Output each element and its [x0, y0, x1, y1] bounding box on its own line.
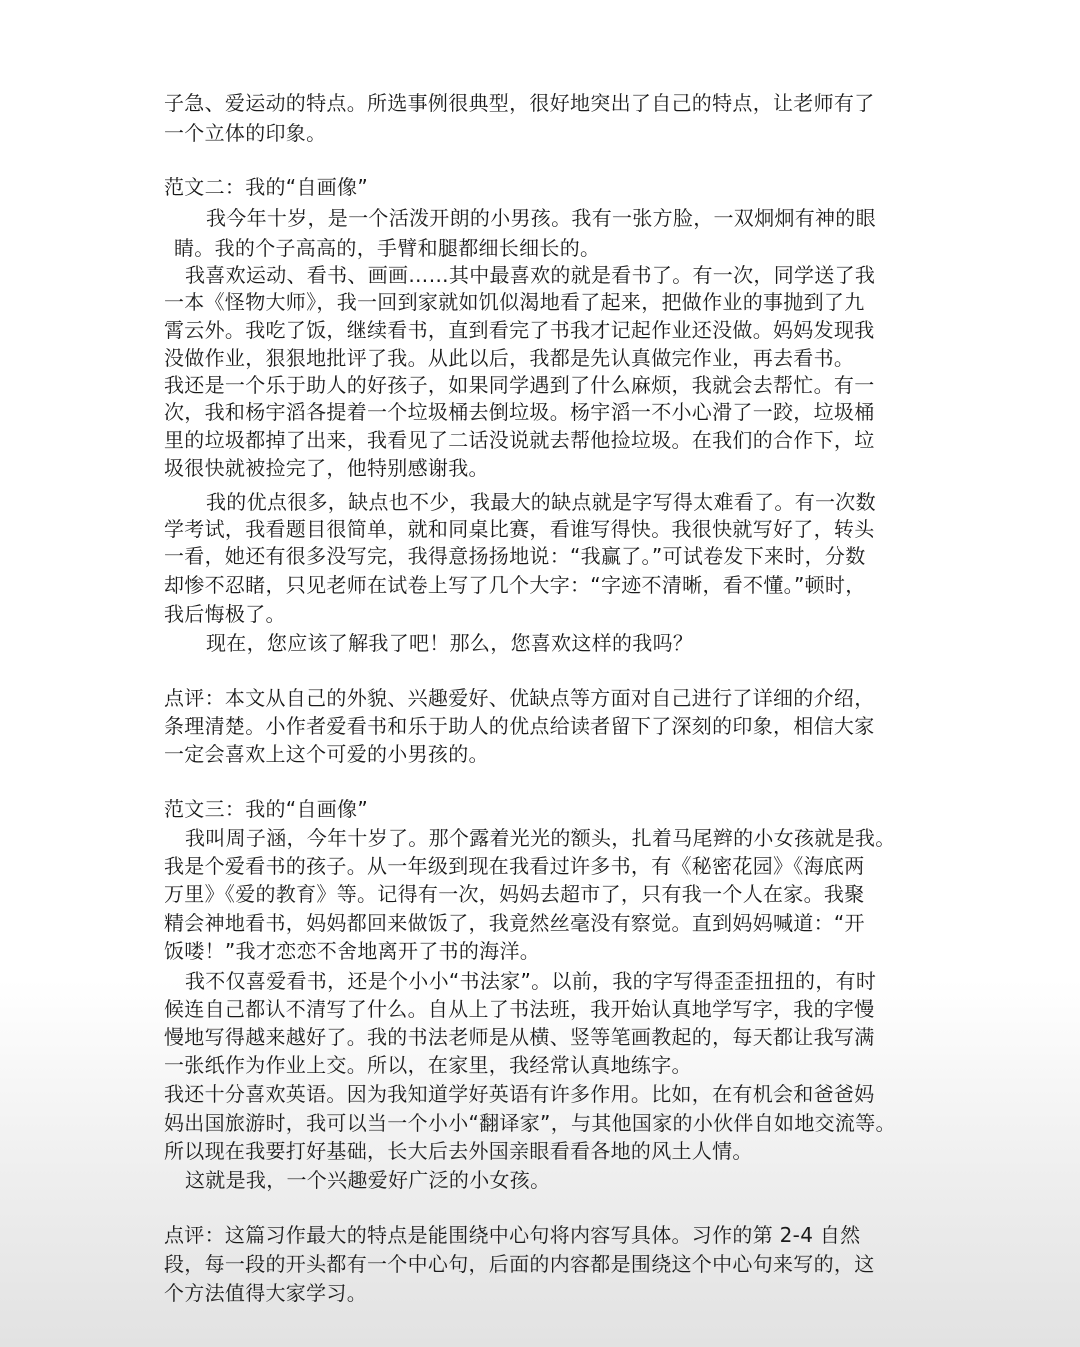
text-line: 睛。我的个子高高的，手臂和腿都细长细长的。 [174, 236, 601, 260]
text-line: 这就是我，一个兴趣爱好广泛的小女孩。 [185, 1168, 551, 1192]
comment-line: 一定会喜欢上这个可爱的小男孩的。 [164, 742, 489, 766]
text-line: 我还十分喜欢英语。因为我知道学好英语有许多作用。比如，在有机会和爸爸妈 [164, 1082, 875, 1106]
text-line: 一个立体的印象。 [164, 121, 327, 145]
text-line: 我叫周子涵，今年十岁了。那个露着光光的额头，扎着马尾辫的小女孩就是我。 [185, 826, 896, 850]
text-line: 里的垃圾都掉了出来，我看见了二话没说就去帮他捡垃圾。在我们的合作下，垃 [164, 428, 875, 452]
text-line: 学考试，我看题目很简单，就和同桌比赛，看谁写得快。我很快就写好了，转头 [164, 517, 875, 541]
comment-line: 个方法值得大家学习。 [164, 1281, 367, 1305]
text-line: 我不仅喜爱看书，还是个小小“书法家”。以前，我的字写得歪歪扭扭的，有时 [185, 969, 877, 993]
comment-line: 点评：本文从自己的外貌、兴趣爱好、优缺点等方面对自己进行了详细的介绍， [164, 686, 875, 710]
text-line: 我的优点很多，缺点也不少，我最大的缺点就是字写得太难看了。有一次数 [206, 490, 876, 514]
text-line: 没做作业，狠狠地批评了我。从此以后，我都是先认真做完作业，再去看书。 [164, 346, 855, 370]
text-line: 霄云外。我吃了饭，继续看书，直到看完了书我才记起作业还没做。妈妈发现我 [164, 318, 875, 342]
text-line: 一本《怪物大师》，我一回到家就如饥似渴地看了起来，把做作业的事抛到了九 [164, 290, 865, 314]
text-line: 子急、爱运动的特点。所选事例很典型，很好地突出了自己的特点，让老师有了 [164, 91, 875, 115]
text-line: 慢地写得越来越好了。我的书法老师是从横、竖等笔画教起的，每天都让我写满 [164, 1025, 875, 1049]
text-line: 现在，您应该了解我了吧！那么，您喜欢这样的我吗？ [206, 631, 694, 655]
comment-line: 点评：这篇习作最大的特点是能围绕中心句将内容写具体。习作的第 2-4 自然 [164, 1223, 861, 1247]
text-line: 我后悔极了。 [164, 602, 286, 626]
text-line: 一张纸作为作业上交。所以，在家里，我经常认真地练字。 [164, 1053, 692, 1077]
text-line: 妈出国旅游时，我可以当一个小小“翻译家”，与其他国家的小伙伴自如地交流等。 [164, 1111, 896, 1135]
text-line: 我今年十岁，是一个活泼开朗的小男孩。我有一张方脸，一双炯炯有神的眼 [206, 206, 876, 230]
section-heading: 范文三：我的“自画像” [164, 797, 369, 821]
text-line: 次，我和杨宇滔各提着一个垃圾桶去倒垃圾。杨宇滔一不小心滑了一跤，垃圾桶 [164, 400, 875, 424]
text-line: 圾很快就被捡完了，他特别感谢我。 [164, 456, 489, 480]
text-line: 候连自己都认不清写了什么。自从上了书法班，我开始认真地学写字，我的字慢 [164, 997, 875, 1021]
comment-line: 条理清楚。小作者爱看书和乐于助人的优点给读者留下了深刻的印象，相信大家 [164, 714, 875, 738]
text-line: 一看，她还有很多没写完，我得意扬扬地说：“我赢了。”可试卷发下来时，分数 [164, 544, 866, 568]
text-line: 所以现在我要打好基础，长大后去外国亲眼看看各地的风土人情。 [164, 1139, 753, 1163]
section-heading: 范文二：我的“自画像” [164, 175, 369, 199]
comment-line: 段，每一段的开头都有一个中心句，后面的内容都是围绕这个中心句来写的，这 [164, 1252, 875, 1276]
text-line: 万里》《爱的教育》等。记得有一次，妈妈去超市了，只有我一个人在家。我聚 [164, 882, 865, 906]
text-line: 我是个爱看书的孩子。从一年级到现在我看过许多书，有《秘密花园》《海底两 [164, 854, 865, 878]
text-line: 饭喽！”我才恋恋不舍地离开了书的海洋。 [164, 939, 541, 963]
text-line: 精会神地看书，妈妈都回来做饭了，我竟然丝毫没有察觉。直到妈妈喊道：“开 [164, 911, 865, 935]
text-line: 却惨不忍睹，只见老师在试卷上写了几个大字：“字迹不清晰，看不懂。”顿时， [164, 573, 866, 597]
text-line: 我喜欢运动、看书、画画……其中最喜欢的就是看书了。有一次，同学送了我 [185, 263, 876, 287]
text-line: 我还是一个乐于助人的好孩子，如果同学遇到了什么麻烦，我就会去帮忙。有一 [164, 373, 875, 397]
